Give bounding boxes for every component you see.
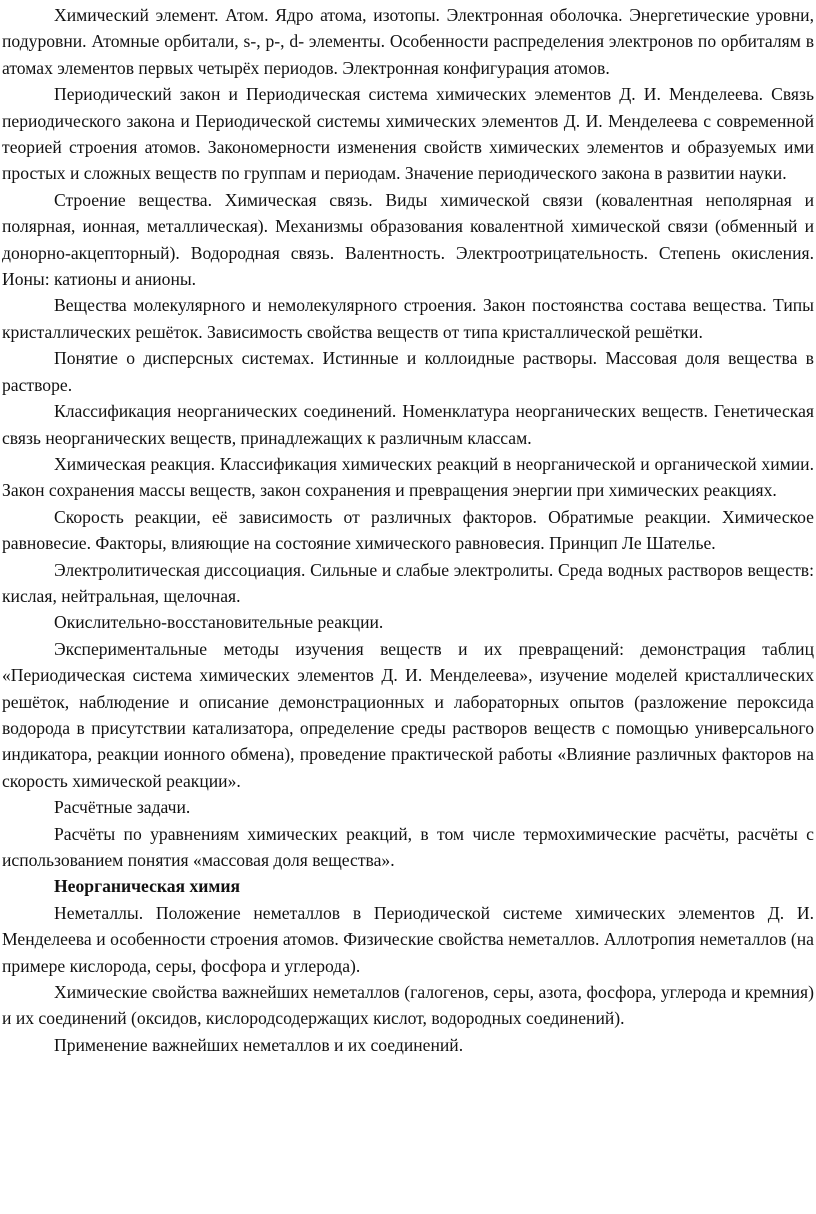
- section-heading-inorganic-chemistry: Неорганическая химия: [54, 876, 241, 897]
- paragraph-chemical-reaction: Химическая реакция. Классификация химических реакций в неорганической и органической химии. Закон сохранения массы веществ, закон сохранения и превращения энергии при химических реакциях.: [2, 453, 814, 501]
- paragraph-calculation-tasks: Расчётные задачи.: [54, 797, 191, 818]
- paragraph-chemical-bond: Строение вещества. Химическая связь. Виды химической связи (ковалентная неполярная и полярная, ионная, металлическая). Механизмы образования ковалентной химической связи (обменный и донорно-акцепторный). Водородная связь. Валентность. Электроотрицательность. Степень окисления. Ионы: катионы и анионы.: [2, 189, 814, 290]
- paragraph-calculations: Расчёты по уравнениям химических реакций, в том числе термохимические расчёты, расчёты с использованием понятия «массовая доля вещества».: [2, 823, 814, 870]
- paragraph-dispersed-systems: Понятие о дисперсных системах. Истинные и коллоидные растворы. Массовая доля вещества в растворе.: [2, 348, 814, 395]
- paragraph-molecular-structure: Вещества молекулярного и немолекулярного строения. Закон постоянства состава вещества. Типы кристаллических решёток. Зависимость свойства веществ от типа кристаллической решётки.: [2, 295, 814, 342]
- paragraph-inorganic-classification: Классификация неорганических соединений. Номенклатура неорганических веществ. Генетическая связь неорганических веществ, принадлежащих к различным классам.: [2, 401, 814, 448]
- paragraph-electrolytic-dissociation: Электролитическая диссоциация. Сильные и слабые электролиты. Среда водных растворов веществ: кислая, нейтральная, щелочная.: [2, 559, 814, 606]
- paragraph-reaction-rate: Скорость реакции, её зависимость от различных факторов. Обратимые реакции. Химическое равновесие. Факторы, влияющие на состояние химического равновесия. Принцип Ле Шателье.: [2, 506, 814, 554]
- paragraph-nonmetal-applications: Применение важнейших неметаллов и их соединений.: [54, 1034, 464, 1055]
- paragraph-experimental-methods: Экспериментальные методы изучения веществ и их превращений: демонстрация таблиц «Периодическая система химических элементов Д. И. Менделеева», изучение моделей кристаллических решёток, наблюдение и описание демонстрационных и лабораторных опытов (разложение пероксида водорода в присутствии катализатора, определение среды растворов веществ с помощью универсального индикатора, реакции ионного обмена), проведение практической работы «Влияние различных факторов на скорость химической реакции».: [2, 638, 814, 791]
- paragraph-nonmetals: Неметаллы. Положение неметаллов в Периодической системе химических элементов Д. И. Менделеева и особенности строения атомов. Физические свойства неметаллов. Аллотропия неметаллов (на примере кислорода, серы, фосфора и углерода).: [2, 902, 814, 976]
- paragraph-periodic-law: Периодический закон и Периодическая система химических элементов Д. И. Менделеева. Связь периодического закона и Периодической системы химических элементов Д. И. Менделеева с современной теорией строения атомов. Закономерности изменения свойств химических элементов и образуемых ими простых и сложных веществ по группам и периодам. Значение периодического закона в развитии науки.: [2, 84, 814, 184]
- paragraph-nonmetal-properties: Химические свойства важнейших неметаллов (галогенов, серы, азота, фосфора, углерода и кремния) и их соединений (оксидов, кислородсодержащих кислот, водородных соединений).: [2, 982, 814, 1029]
- paragraph-atom-structure: Химический элемент. Атом. Ядро атома, изотопы. Электронная оболочка. Энергетические уровни, подуровни. Атомные орбитали, s-, p-, d- элементы. Особенности распределения электронов по орбиталям в атомах элементов первых четырёх периодов. Электронная конфигурация атомов.: [2, 5, 814, 78]
- paragraph-redox-reactions: Окислительно-восстановительные реакции.: [54, 612, 384, 633]
